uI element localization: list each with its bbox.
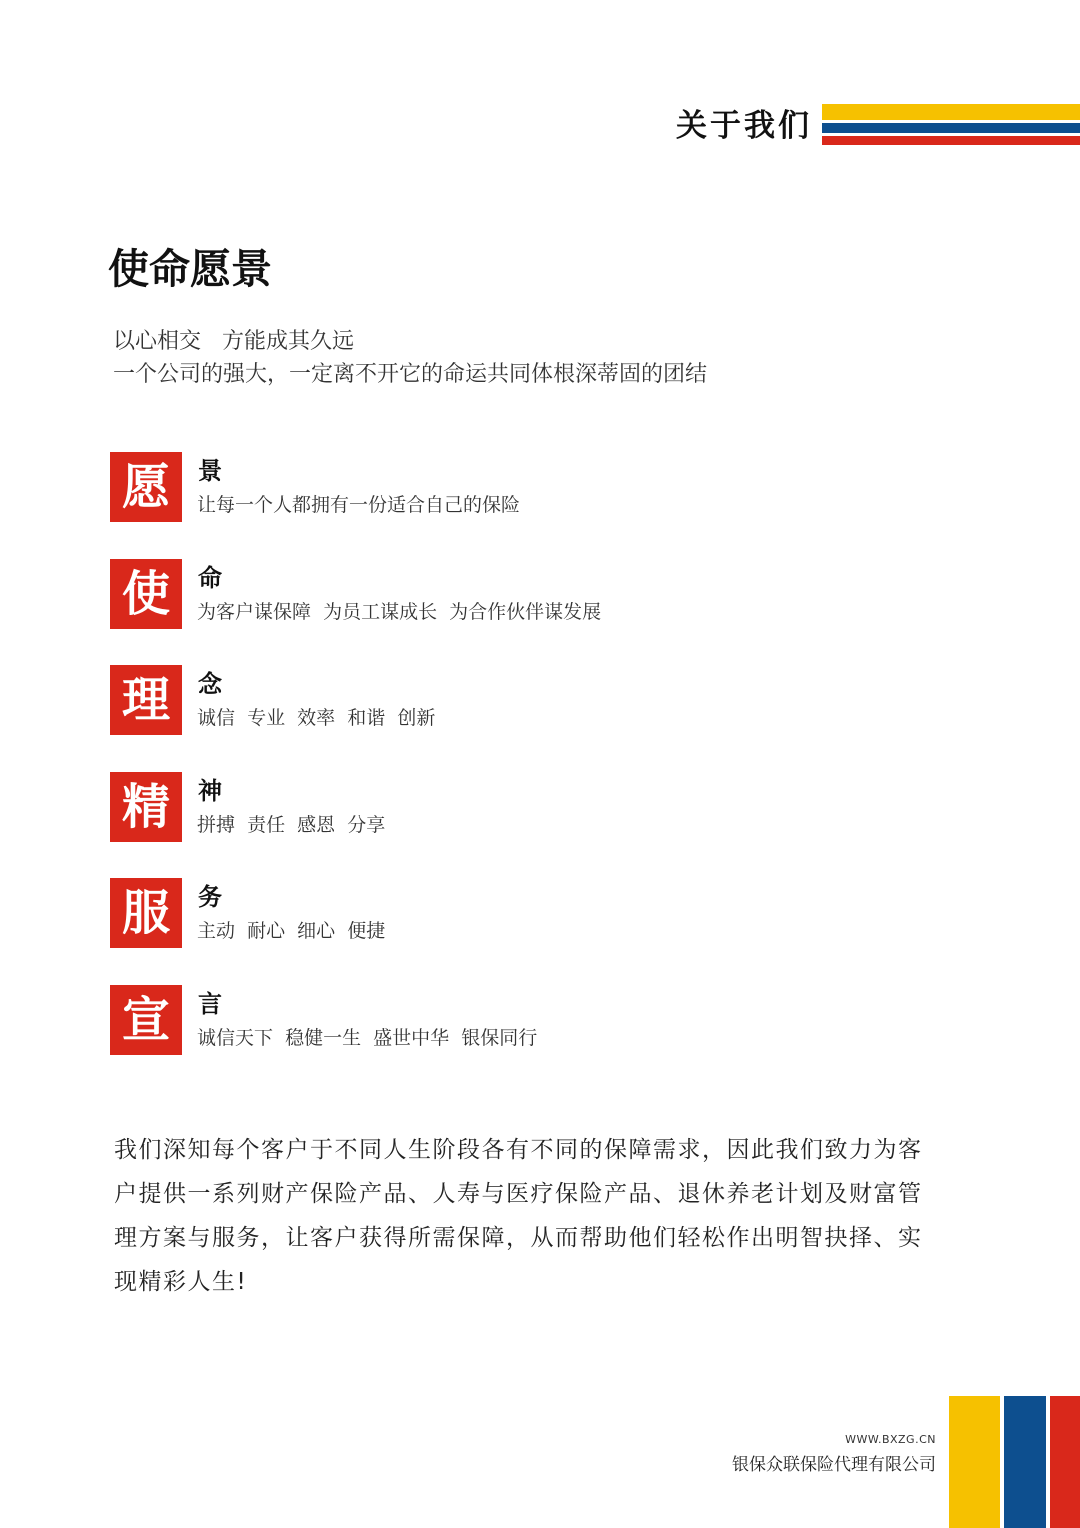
value-heading: 景 — [198, 457, 222, 485]
intro-line-2: 一个公司的强大，一定离不开它的命运共同体根深蒂固的团结 — [113, 362, 708, 387]
value-row-mission — [110, 559, 810, 631]
body-paragraph: 我们深知每个客户于不同人生阶段各有不同的保障需求，因此我们致力为客户提供一系列财产保险产品、人寿与医疗保险产品、退休养老计划及财富管理方案与服务，让客户获得所需保障，从而帮助他们轻松作出明智抉择、实现精彩人生! — [114, 1137, 923, 1295]
footer-website-url: WWW.BXZG.CN — [845, 1433, 936, 1446]
footer-bar-yellow — [949, 1396, 1000, 1528]
value-row-declaration — [110, 985, 810, 1057]
value-badge: 服 — [110, 878, 182, 948]
footer-bar-blue — [1004, 1396, 1046, 1528]
value-description: 拼搏 责任 感恩 分享 — [197, 814, 386, 836]
footer-bar-red — [1050, 1396, 1080, 1528]
header-stripe-yellow — [822, 104, 1080, 120]
value-row-spirit — [110, 772, 810, 844]
value-heading: 言 — [198, 990, 222, 1018]
value-row-service — [110, 878, 810, 950]
header-stripe-blue — [822, 123, 1080, 133]
value-heading: 命 — [198, 564, 222, 592]
value-row-philosophy — [110, 665, 810, 737]
value-badge: 宣 — [110, 985, 182, 1055]
value-badge: 使 — [110, 559, 182, 629]
value-description: 为客户谋保障 为员工谋成长 为合作伙伴谋发展 — [197, 601, 602, 623]
header-stripe-red — [822, 136, 1080, 145]
value-description: 主动 耐心 细心 便捷 — [197, 920, 386, 942]
value-badge: 愿 — [110, 452, 182, 522]
value-badge: 理 — [110, 665, 182, 735]
value-heading: 务 — [198, 883, 222, 911]
value-badge: 精 — [110, 772, 182, 842]
value-row-vision — [110, 452, 810, 524]
intro-line-1: 以心相交 方能成其久远 — [113, 329, 354, 354]
section-title: 使命愿景 — [108, 245, 272, 293]
page-header-title: 关于我们 — [676, 108, 812, 144]
value-description: 诚信 专业 效率 和谐 创新 — [197, 707, 436, 729]
value-heading: 神 — [198, 777, 222, 805]
value-description: 让每一个人都拥有一份适合自己的保险 — [197, 494, 521, 516]
footer-company-name: 银保众联保险代理有限公司 — [732, 1455, 936, 1475]
value-description: 诚信天下 稳健一生 盛世中华 银保同行 — [197, 1027, 538, 1049]
value-heading: 念 — [198, 670, 222, 698]
